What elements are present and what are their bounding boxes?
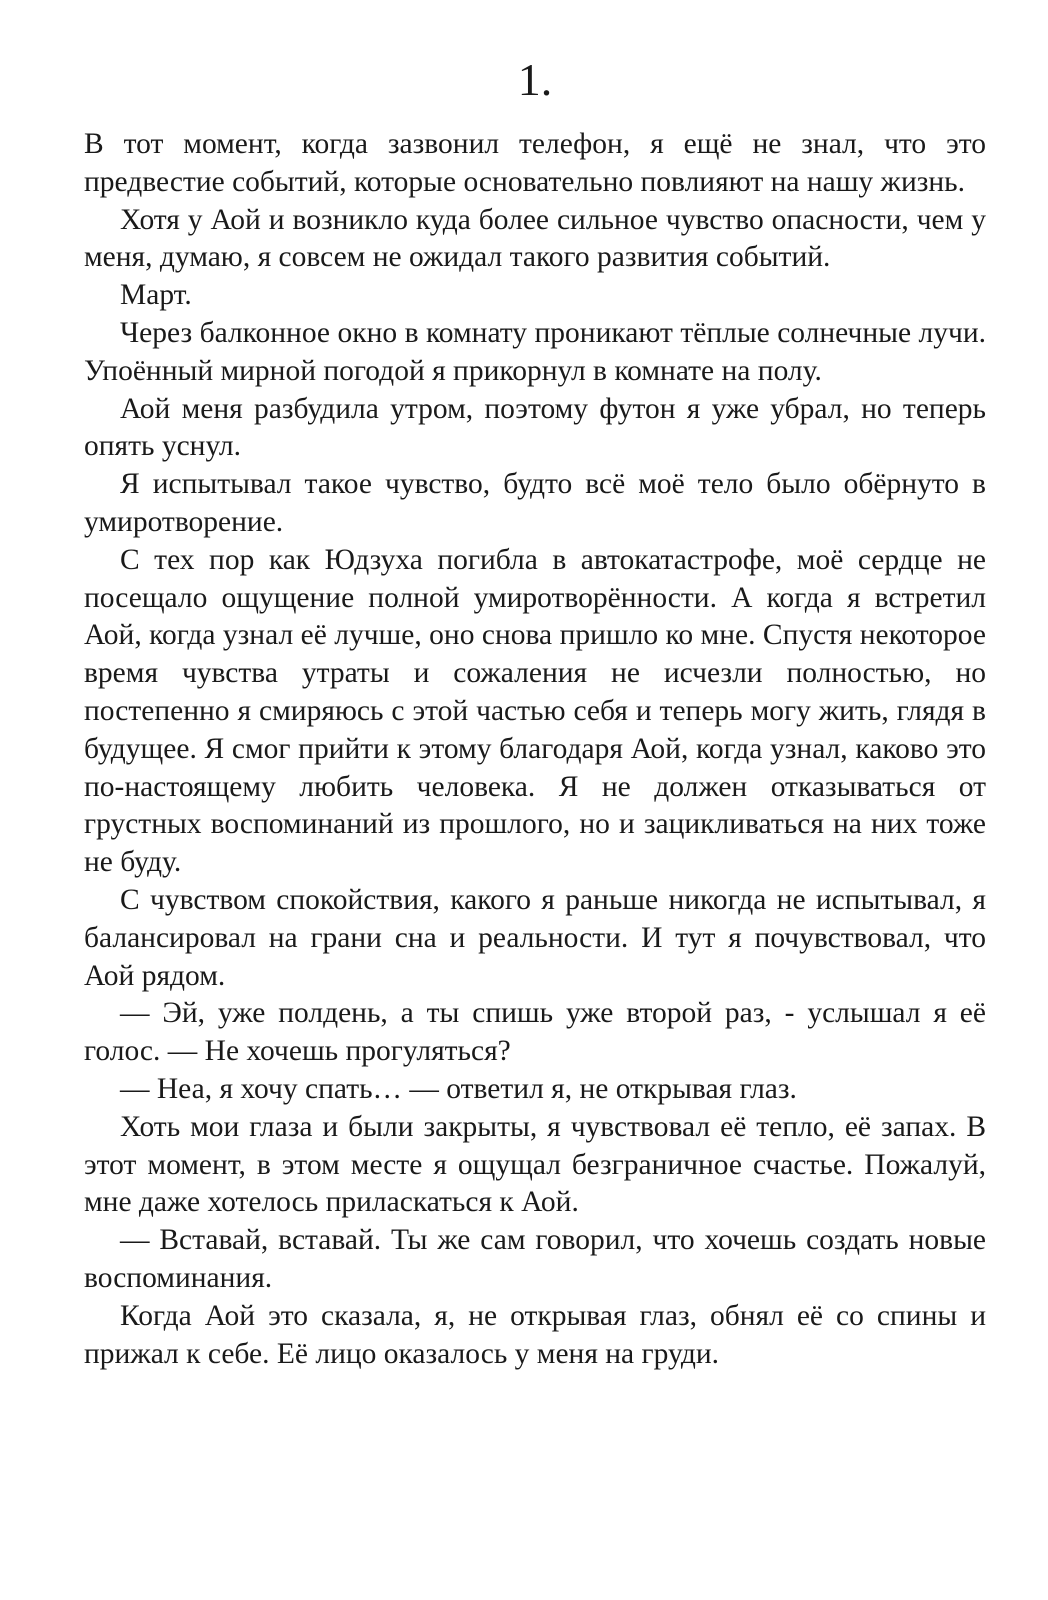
paragraph-9: Хоть мои глаза и были закрыты, я чувствовал её тепло, её запах. В этот момент, в этом месте я ощущал безграничное счастье. Пожалуй, мне даже хотелось приласкаться к Аой.: [84, 1110, 986, 1219]
chapter-heading: 1.: [517, 54, 553, 105]
paragraph-3: Март.: [120, 279, 192, 312]
paragraph-1: В тот момент, когда зазвонил телефон, я ещё не знал, что это предвестие событий, которые основательно повлияют на нашу жизнь.: [84, 128, 986, 198]
dialogue-line-2: — Неа, я хочу спать… — ответил я, не открывая глаз.: [120, 1072, 797, 1105]
dialogue-line-3: — Вставай, вставай. Ты же сам говорил, что хочешь создать новые воспоминания.: [84, 1224, 986, 1294]
paragraph-5: Аой меня разбудила утром, поэтому футон я уже убрал, но теперь опять уснул.: [84, 392, 986, 463]
paragraph-7: С тех пор как Юдзуха погибла в автокатастрофе, моё сердце не посещало ощущение полной умиротворённости. А когда я встретил Аой, когда узнал её лучше, оно снова пришло ко мне. Спустя некоторое время чувства утраты и сожаления не исчезли полностью, но постепенно я смиряюсь с этой частью себя и теперь могу жить, глядя в будущее. Я смог прийти к этому благодаря Аой, когда узнал, каково это по-настоящему любить человека. Я не должен отказываться от грустных воспоминаний из прошлого, но и зацикливаться на них тоже не буду.: [84, 543, 986, 879]
dialogue-line-1: — Эй, уже полдень, а ты спишь уже второй раз, - услышал я её голос. — Не хочешь прогуляться?: [84, 997, 986, 1068]
paragraph-10: Когда Аой это сказала, я, не открывая глаз, обнял её со спины и прижал к себе. Её лицо оказалось у меня на груди.: [84, 1299, 986, 1370]
paragraph-4: Через балконное окно в комнату проникают тёплые солнечные лучи. Упоённый мирной погодой я прикорнул в комнате на полу.: [84, 316, 986, 387]
chapter-body: [84, 126, 986, 1373]
paragraph-6: Я испытывал такое чувство, будто всё моё тело было обёрнуто в умиротворение.: [84, 468, 986, 538]
paragraph-2: Хотя у Аой и возникло куда более сильное чувство опасности, чем у меня, думаю, я совсем не ожидал такого развития событий.: [84, 203, 986, 274]
paragraph-8: С чувством спокойствия, какого я раньше никогда не испытывал, я балансировал на грани сна и реальности. И тут я почувствовал, что Аой рядом.: [84, 883, 986, 992]
